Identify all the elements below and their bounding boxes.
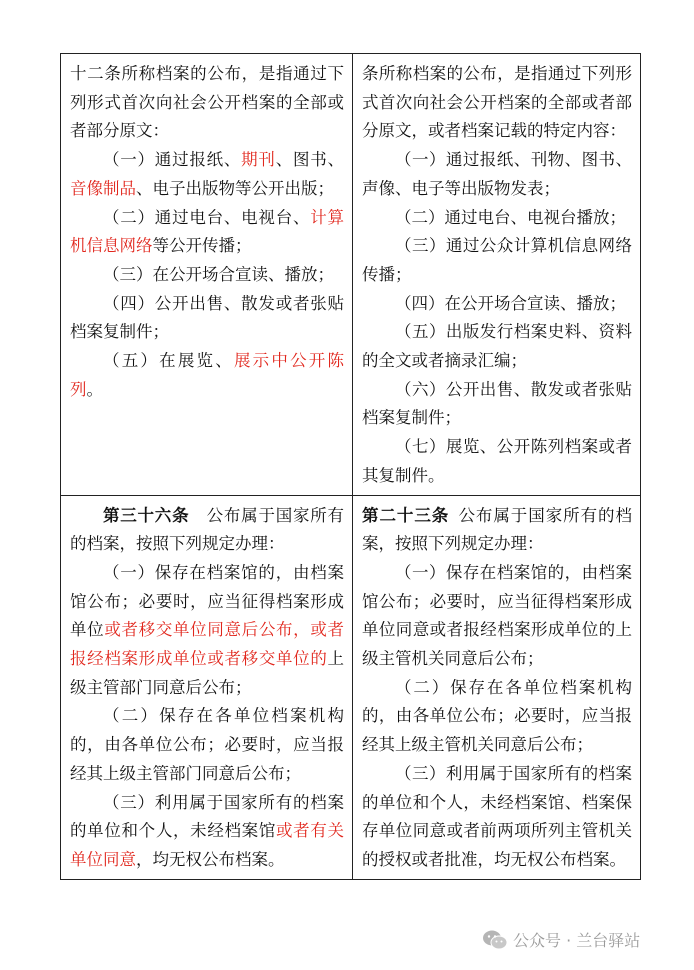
- paragraph: （二）保存在各单位档案机构的，由各单位公布；必要时，应当报经其上级主管部门同意后公布；: [70, 706, 344, 783]
- paragraph: [70, 789, 344, 875]
- highlighted-text: 期刊: [241, 150, 276, 170]
- paragraph: （一）保存在档案馆的，由档案馆公布；必要时，应当征得档案形成单位同意或者报经档案形成单位的上级主管机关同意后公布；: [362, 562, 632, 669]
- wechat-icon: [482, 929, 508, 951]
- text-span: 公布属于国家所有的档案，按照下列规定办理：: [70, 505, 345, 554]
- text-span: 。: [86, 379, 103, 399]
- text-span: （一）通过报纸、: [103, 150, 242, 170]
- paragraph: [70, 204, 344, 261]
- table-row: [61, 495, 641, 879]
- paragraph: （七）展览、公开陈列档案或者其复制件。: [362, 437, 632, 485]
- paragraph: （五）出版发行档案史料、资料的全文或者摘录汇编；: [362, 322, 632, 371]
- text-span: 公布属于国家所有的档案，按照下列规定办理：: [362, 505, 633, 554]
- paragraph: （四）公开出售、散发或者张贴档案复制件；: [70, 293, 344, 342]
- text-span: （三）利用属于国家所有的档案的单位和个人，未经档案馆: [70, 792, 344, 841]
- paragraph: （三）通过公众计算机信息网络传播；: [362, 236, 632, 284]
- paragraph: （六）公开出售、散发或者张贴档案复制件；: [362, 379, 632, 428]
- paragraph: [70, 502, 344, 559]
- paragraph: （四）在公开场合宣读、播放；: [395, 293, 626, 313]
- highlighted-text: 或者移交单位同意后公布，或者报经档案形成单位或者移交单位的: [70, 620, 345, 669]
- text-span: 、图书、: [275, 150, 345, 170]
- comparison-table: [60, 53, 641, 880]
- text-span: （一）保存在档案馆的，由档案馆公布；必要时，应当征得档案形成单位: [70, 562, 344, 640]
- watermark: [482, 928, 640, 951]
- paragraph: 十二条所称档案的公布，是指通过下列形式首次向社会公开档案的全部或者部分原文：: [70, 64, 344, 141]
- paragraph: （二）保存在各单位档案机构的，由各单位公布；必要时，应当报经其上级主管机关同意后公布；: [362, 677, 632, 755]
- article-heading: 第三十六条: [103, 505, 190, 525]
- paragraph: [362, 502, 632, 559]
- text-span: 等公开传播；: [152, 236, 252, 256]
- watermark-text: 公众号 · 兰台驿站: [513, 931, 641, 950]
- paragraph: （三）利用属于国家所有的档案的单位和个人，未经档案馆、档案保存单位同意或者前两项所列主管机关的授权或者批准，均无权公布档案。: [362, 763, 632, 869]
- left-cell-article-36: [61, 495, 353, 879]
- paragraph: [70, 146, 344, 203]
- paragraph: （二）通过电台、电视台播放；: [395, 207, 626, 227]
- paragraph: 条所称档案的公布，是指通过下列形式首次向社会公开档案的全部或者部分原文，或者档案记载的特定内容：: [362, 64, 632, 141]
- text-span: 上级主管部门同意后公布；: [70, 649, 344, 697]
- highlighted-text: 音像制品: [70, 178, 136, 198]
- paragraph: [70, 347, 344, 404]
- text-span: ，均无权公布档案。: [136, 849, 285, 869]
- right-cell-article-23: [353, 495, 641, 879]
- table-row: [61, 54, 641, 496]
- left-cell-publication-definition: [61, 54, 353, 496]
- text-span: （二）通过电台、电视台、: [103, 207, 311, 227]
- paragraph: （三）在公开场合宣读、播放；: [103, 264, 334, 284]
- highlighted-text: 或者有关单位同意: [70, 821, 345, 869]
- highlighted-text: 计算机信息网络: [70, 207, 345, 256]
- right-cell-publication-definition: [353, 54, 641, 496]
- article-heading: 第二十三条: [362, 505, 450, 525]
- text-span: 、电子出版物等公开出版；: [136, 178, 334, 198]
- paragraph: （一）通过报纸、刊物、图书、声像、电子等出版物发表；: [362, 150, 632, 198]
- text-span: （五）在展览、: [103, 351, 234, 371]
- highlighted-text: 展示中公开陈列: [70, 351, 345, 399]
- paragraph: [70, 559, 344, 703]
